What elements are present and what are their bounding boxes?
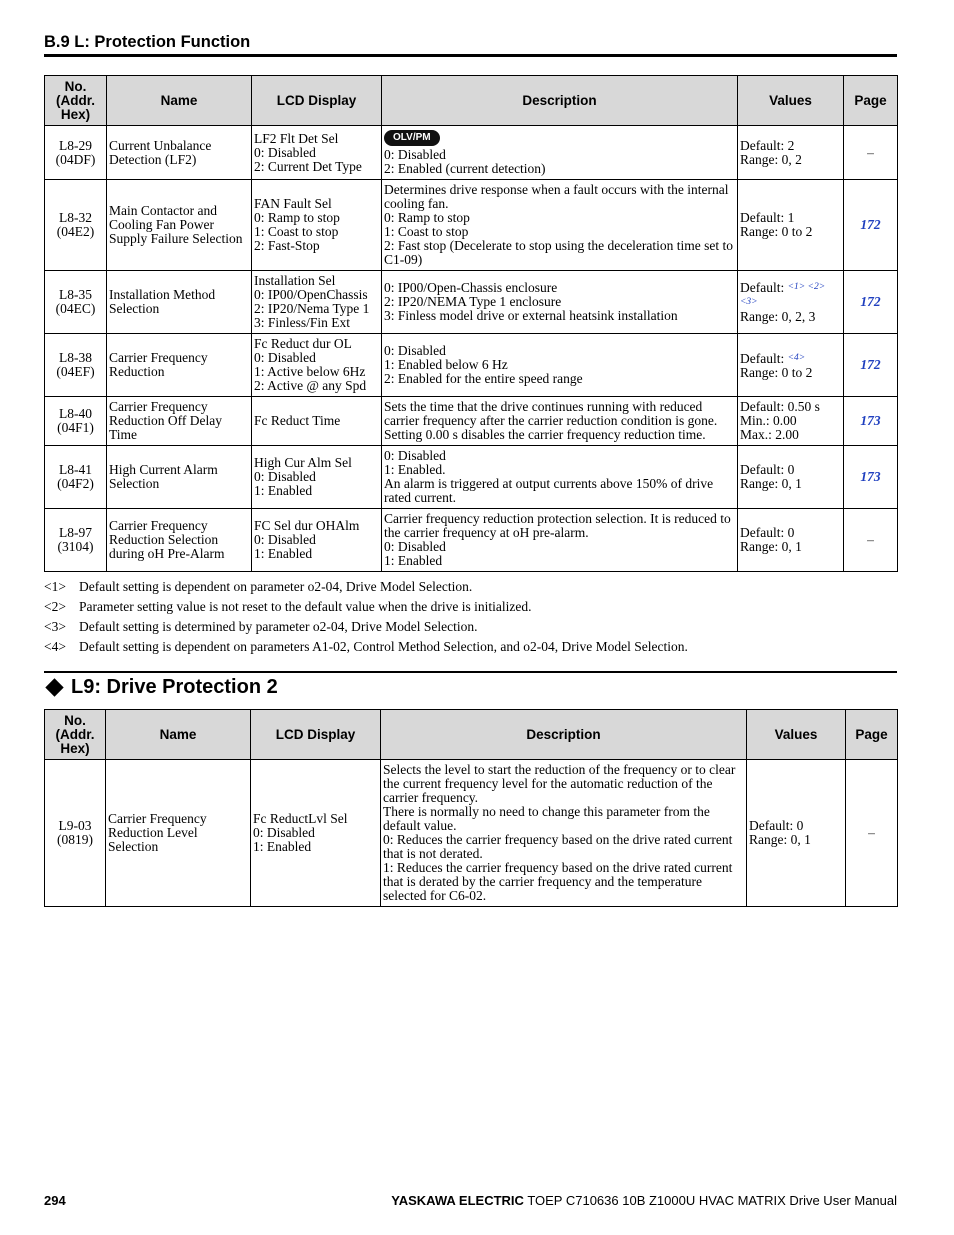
values: Default: 0 Range: 0, 1 [747, 760, 846, 907]
col-header-lcd: LCD Display [252, 76, 382, 126]
page-ref [844, 180, 898, 271]
values-range: Range: 0, 2, 3 [740, 309, 816, 324]
page-ref: – [844, 509, 898, 572]
col-header-description: Description [381, 710, 747, 760]
description: Carrier frequency reduction protection selection. It is reduced to the carrier frequency at oH pre-alarm. 0: Disabled 1: Enabled [382, 509, 738, 572]
page-ref [844, 271, 898, 334]
description: Determines drive response when a fault occurs with the internal cooling fan. 0: Ramp to stop 1: Coast to stop 2: Fast stop (Decelerate to stop using the deceleration time set to C1-09) [382, 180, 738, 271]
table-row [45, 446, 898, 509]
values-default: Default: [740, 350, 785, 366]
footnote-text: Default setting is dependent on parameters A1-02, Control Method Selection, and o2-04, Drive Model Selection. [79, 639, 688, 654]
page-ref [844, 446, 898, 509]
description: Selects the level to start the reduction of the frequency or to clear the current frequency level for the automatic reduction of the carrier frequency. There is normally no need to change this parameter from the default value. 0: Reduces the carrier frequency based on the drive rated current that is not derated. 1: Reduces the carrier frequency based on the drive rated current that is derated by the carrier frequency and the temperature selected for C6-02. [381, 760, 747, 907]
param-name: Installation Method Selection [107, 271, 252, 334]
footnote-refs[interactable]: <4> [787, 352, 806, 363]
page-ref: – [846, 760, 898, 907]
footnote [44, 578, 897, 598]
description: Sets the time that the drive continues running with reduced carrier frequency after the carrier reduction condition is gone. Setting 0.00 s disables the carrier frequency reduction time. [382, 397, 738, 446]
section-title [44, 676, 278, 699]
param-name: Main Contactor and Cooling Fan Power Supply Failure Selection [107, 180, 252, 271]
table-row [45, 760, 898, 907]
values-default: Default: [740, 280, 785, 295]
page-link[interactable]: 172 [860, 357, 881, 372]
table-row [45, 509, 898, 572]
section-title-text: L9: Drive Protection 2 [71, 676, 278, 698]
footnote [44, 598, 897, 618]
footnote-text: Default setting is determined by parameter o2-04, Drive Model Selection. [79, 619, 478, 634]
description: 0: IP00/Open-Chassis enclosure 2: IP20/NEMA Type 1 enclosure 3: Finless model drive or external heatsink installation [382, 271, 738, 334]
footer-doc-title [391, 1193, 897, 1208]
page-ref [844, 397, 898, 446]
values [738, 334, 844, 397]
col-header-no: No. (Addr. Hex) [45, 710, 106, 760]
values [738, 271, 844, 334]
values: Default: 0 Range: 0, 1 [738, 446, 844, 509]
page-link[interactable]: 173 [860, 469, 881, 484]
description [382, 126, 738, 180]
diamond-bullet-icon [45, 678, 63, 696]
param-name: Current Unbalance Detection (LF2) [107, 126, 252, 180]
page-ref [844, 334, 898, 397]
lcd-display: High Cur Alm Sel 0: Disabled 1: Enabled [252, 446, 382, 509]
lcd-display: Fc ReductLvl Sel 0: Disabled 1: Enabled [251, 760, 381, 907]
param-name: Carrier Frequency Reduction Off Delay Time [107, 397, 252, 446]
param-number: L9-03 (0819) [45, 760, 106, 907]
description: 0: Disabled 1: Enabled below 6 Hz 2: Enabled for the entire speed range [382, 334, 738, 397]
footer-doc: TOEP C710636 10B Z1000U HVAC MATRIX Drive User Manual [527, 1193, 897, 1208]
footnote-text: Parameter setting value is not reset to the default value when the drive is initialized. [79, 599, 532, 614]
lcd-display: FC Sel dur OHAlm 0: Disabled 1: Enabled [252, 509, 382, 572]
lcd-display: Fc Reduct Time [252, 397, 382, 446]
col-header-no: No. (Addr. Hex) [45, 76, 107, 126]
footnote [44, 638, 897, 658]
section-header: B.9 L: Protection Function [44, 33, 251, 51]
table-header-row [45, 710, 898, 760]
description-text: 0: Disabled 2: Enabled (current detection) [384, 147, 546, 176]
col-header-name: Name [106, 710, 251, 760]
param-number: L8-29 (04DF) [45, 126, 107, 180]
footnote-text: Default setting is dependent on parameter o2-04, Drive Model Selection. [79, 579, 473, 594]
col-header-page: Page [846, 710, 898, 760]
description: 0: Disabled 1: Enabled. An alarm is triggered at output currents above 150% of drive rated current. [382, 446, 738, 509]
page-ref: – [844, 126, 898, 180]
values: Default: 0.50 s Min.: 0.00 Max.: 2.00 [738, 397, 844, 446]
page-number: 294 [44, 1193, 66, 1208]
values: Default: 1 Range: 0 to 2 [738, 180, 844, 271]
table-header-row [45, 76, 898, 126]
param-number: L8-38 (04EF) [45, 334, 107, 397]
param-name: High Current Alarm Selection [107, 446, 252, 509]
values-range: Range: 0 to 2 [740, 364, 813, 380]
footnotes [44, 578, 897, 658]
param-name: Carrier Frequency Reduction Selection during oH Pre-Alarm [107, 509, 252, 572]
col-header-values: Values [747, 710, 846, 760]
col-header-description: Description [382, 76, 738, 126]
col-header-lcd: LCD Display [251, 710, 381, 760]
footnote-refs[interactable]: <1> <2> <3> [740, 282, 826, 307]
lcd-display: FAN Fault Sel 0: Ramp to stop 1: Coast to stop 2: Fast-Stop [252, 180, 382, 271]
footer-brand: YASKAWA ELECTRIC [391, 1193, 524, 1208]
section-rule [44, 671, 897, 673]
table-row [45, 271, 898, 334]
param-name: Carrier Frequency Reduction [107, 334, 252, 397]
footnote-key: <3> [44, 619, 66, 634]
param-number: L8-41 (04F2) [45, 446, 107, 509]
table-row [45, 334, 898, 397]
footnote-key: <2> [44, 599, 66, 614]
col-header-values: Values [738, 76, 844, 126]
footnote [44, 618, 897, 638]
param-number: L8-40 (04F1) [45, 397, 107, 446]
table-row [45, 126, 898, 180]
param-number: L8-97 (3104) [45, 509, 107, 572]
table-row [45, 180, 898, 271]
footnote-key: <4> [44, 639, 66, 654]
l9-parameter-table [44, 709, 898, 907]
header-rule [44, 54, 897, 57]
values: Default: 2 Range: 0, 2 [738, 126, 844, 180]
page-link[interactable]: 172 [860, 294, 881, 309]
footnote-key: <1> [44, 579, 66, 594]
param-number: L8-35 (04EC) [45, 271, 107, 334]
param-number: L8-32 (04E2) [45, 180, 107, 271]
col-header-page: Page [844, 76, 898, 126]
values: Default: 0 Range: 0, 1 [738, 509, 844, 572]
page-link[interactable]: 173 [860, 413, 881, 428]
lcd-display: LF2 Flt Det Sel 0: Disabled 2: Current Det Type [252, 126, 382, 180]
table-row [45, 397, 898, 446]
page-link[interactable]: 172 [860, 217, 881, 232]
param-name: Carrier Frequency Reduction Level Selection [106, 760, 251, 907]
lcd-display: Installation Sel 0: IP00/OpenChassis 2: IP20/Nema Type 1 3: Finless/Fin Ext [252, 271, 382, 334]
lcd-display: Fc Reduct dur OL 0: Disabled 1: Active below 6Hz 2: Active @ any Spd [252, 334, 382, 397]
control-mode-badge: OLV/PM [384, 130, 440, 146]
l8-parameter-table [44, 75, 898, 572]
col-header-name: Name [107, 76, 252, 126]
